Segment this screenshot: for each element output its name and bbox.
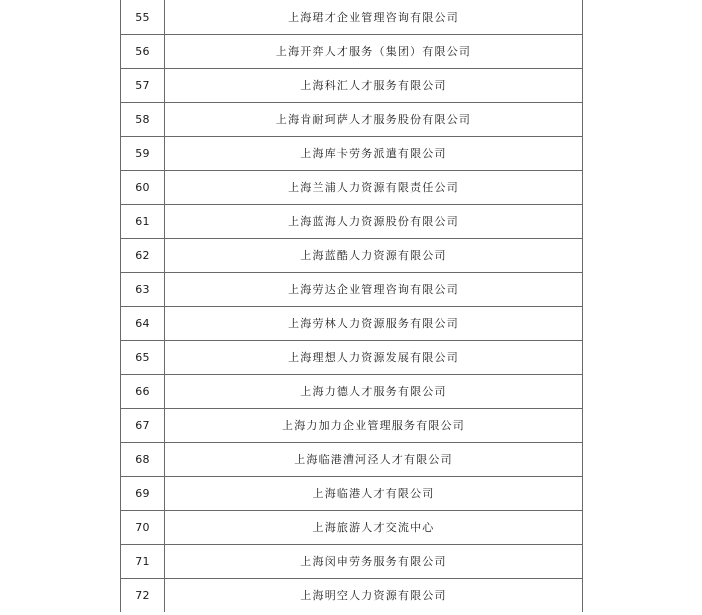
company-table-body [121,0,583,612]
table-row [121,35,583,69]
table-row [121,0,583,35]
row-number: 59 [121,137,165,171]
row-number: 69 [121,477,165,511]
row-number: 55 [121,0,165,35]
table-row [121,69,583,103]
table-row [121,171,583,205]
table-row [121,137,583,171]
table-row [121,273,583,307]
company-name: 上海力加力企业管理服务有限公司 [165,409,583,443]
company-name: 上海开弈人才服务（集团）有限公司 [165,35,583,69]
company-name: 上海劳达企业管理咨询有限公司 [165,273,583,307]
company-name: 上海闵申劳务服务有限公司 [165,545,583,579]
company-name: 上海理想人力资源发展有限公司 [165,341,583,375]
company-name: 上海劳林人力资源服务有限公司 [165,307,583,341]
row-number: 65 [121,341,165,375]
table-row [121,239,583,273]
row-number: 67 [121,409,165,443]
row-number: 70 [121,511,165,545]
company-name: 上海蓝酷人力资源有限公司 [165,239,583,273]
table-row [121,579,583,613]
company-name: 上海库卡劳务派遣有限公司 [165,137,583,171]
table-row [121,477,583,511]
row-number: 63 [121,273,165,307]
company-name: 上海科汇人才服务有限公司 [165,69,583,103]
row-number: 62 [121,239,165,273]
row-number: 72 [121,579,165,613]
company-name: 上海明空人力资源有限公司 [165,579,583,613]
company-name: 上海蓝海人力资源股份有限公司 [165,205,583,239]
table-row [121,103,583,137]
table-row [121,375,583,409]
company-name: 上海临港漕河泾人才有限公司 [165,443,583,477]
row-number: 58 [121,103,165,137]
table-row [121,511,583,545]
table-row [121,341,583,375]
table-row [121,307,583,341]
row-number: 60 [121,171,165,205]
company-name: 上海肯耐珂萨人才服务股份有限公司 [165,103,583,137]
company-name: 上海珺才企业管理咨询有限公司 [165,0,583,35]
row-number: 57 [121,69,165,103]
company-name: 上海旅游人才交流中心 [165,511,583,545]
table-row [121,205,583,239]
row-number: 56 [121,35,165,69]
table-row [121,545,583,579]
row-number: 68 [121,443,165,477]
company-name: 上海临港人才有限公司 [165,477,583,511]
row-number: 71 [121,545,165,579]
row-number: 64 [121,307,165,341]
company-table [120,0,583,612]
row-number: 61 [121,205,165,239]
table-row [121,443,583,477]
company-name: 上海兰浦人力资源有限责任公司 [165,171,583,205]
company-name: 上海力德人才服务有限公司 [165,375,583,409]
table-row [121,409,583,443]
row-number: 66 [121,375,165,409]
